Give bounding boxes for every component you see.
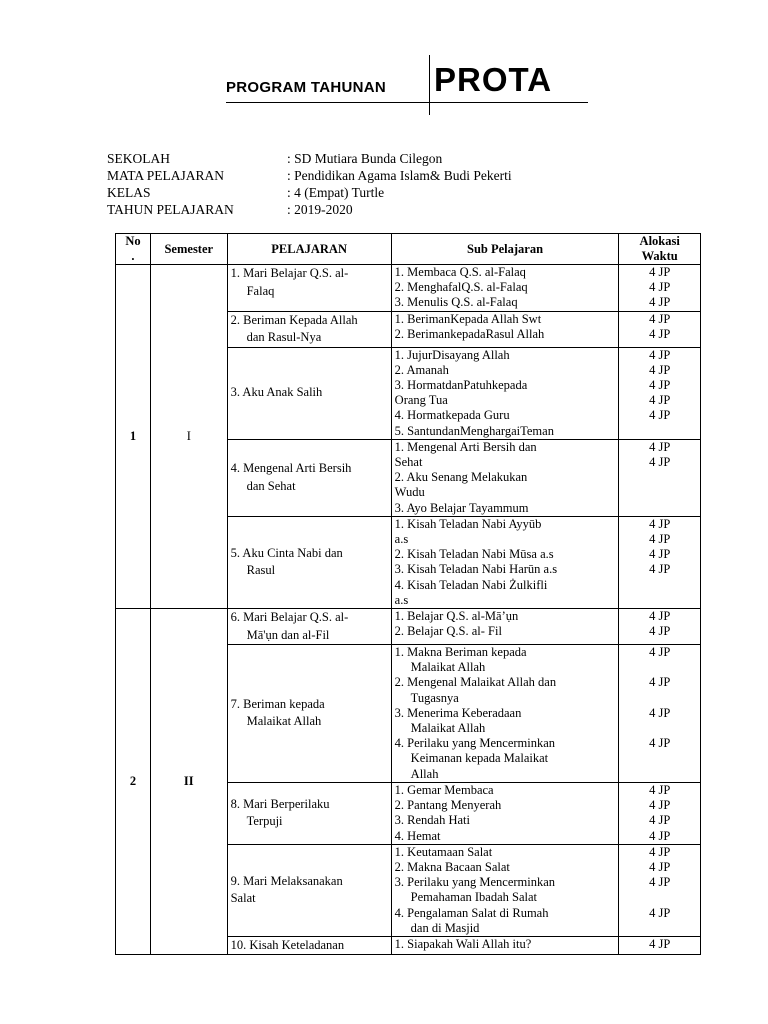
- sub-pelajaran-line: a.s: [394, 532, 409, 547]
- header-alokasi-waktu: Alokasi Waktu: [619, 234, 701, 265]
- sub-pelajaran-line: 2. Makna Bacaan Salat: [394, 859, 510, 874]
- alokasi-value: 4 JP: [649, 408, 671, 423]
- title-program-tahunan: PROGRAM TAHUNAN: [226, 79, 387, 96]
- alokasi-value: 4 JP: [649, 813, 671, 828]
- pelajaran-line: Rasul: [246, 563, 276, 578]
- header-sub-pelajaran: Sub Pelajaran: [391, 234, 619, 265]
- sub-pelajaran-line: 1. Kisah Teladan Nabi Ayyūb: [394, 516, 542, 531]
- sub-pelajaran-line: 3. Ayo Belajar Tayammum: [394, 500, 529, 515]
- cell-alokasi-waktu: [619, 311, 701, 347]
- cell-alokasi-waktu: [619, 439, 701, 516]
- cell-pelajaran: [227, 782, 391, 844]
- cell-alokasi-waktu: [619, 782, 701, 844]
- title-underline: [226, 102, 588, 103]
- cell-sub-pelajaran: [391, 311, 619, 347]
- cell-sub-pelajaran: [391, 936, 619, 955]
- sub-pelajaran-line: 1. Keutamaan Salat: [394, 844, 493, 859]
- header-pelajaran: PELAJARAN: [227, 234, 391, 265]
- sub-pelajaran-line: 4. Hemat: [394, 828, 441, 843]
- cell-alokasi-waktu: [619, 645, 701, 783]
- info-label: TAHUN PELAJARAN: [107, 202, 234, 217]
- identity-block: [107, 150, 512, 218]
- alokasi-value: 4 JP: [649, 362, 671, 377]
- cell-sub-pelajaran: [391, 609, 619, 645]
- pelajaran-line: Falaq: [246, 283, 275, 298]
- cell-sub-pelajaran: [391, 347, 619, 439]
- alokasi-value: 4 JP: [649, 311, 671, 326]
- cell-pelajaran: [227, 516, 391, 608]
- alokasi-value: 4 JP: [649, 736, 671, 751]
- cell-alokasi-waktu: [619, 844, 701, 936]
- sub-pelajaran-line: 2. Belajar Q.S. al- Fil: [394, 624, 502, 639]
- cell-pelajaran: [227, 439, 391, 516]
- alokasi-value: 4 JP: [649, 705, 671, 720]
- alokasi-value: 4 JP: [649, 439, 671, 454]
- alokasi-value: 4 JP: [649, 798, 671, 813]
- sub-pelajaran-line: 1. Siapakah Wali Allah itu?: [394, 936, 532, 951]
- alokasi-value: 4 JP: [649, 393, 671, 408]
- sub-pelajaran-line: dan di Masjid: [410, 920, 480, 935]
- table-row: [116, 265, 701, 312]
- pelajaran-line: 6. Mari Belajar Q.S. al-: [230, 610, 349, 625]
- header-no: No .: [116, 234, 151, 265]
- cell-pelajaran: [227, 936, 391, 955]
- pelajaran-line: Terpuji: [246, 814, 283, 829]
- sub-pelajaran-line: Wudu: [394, 485, 425, 500]
- cell-semester: II: [150, 609, 227, 955]
- sub-pelajaran-line: 1. Belajar Q.S. al-Mā’ụn: [394, 609, 519, 624]
- cell-alokasi-waktu: [619, 936, 701, 955]
- alokasi-value: 4 JP: [649, 265, 671, 279]
- cell-alokasi-waktu: [619, 347, 701, 439]
- pelajaran-line: 3. Aku Anak Salih: [230, 385, 323, 400]
- info-row-kelas: [107, 184, 512, 201]
- prota-table: [115, 233, 701, 955]
- cell-pelajaran: [227, 311, 391, 347]
- pelajaran-line: Salat: [230, 891, 256, 906]
- cell-sub-pelajaran: [391, 844, 619, 936]
- info-label: MATA PELAJARAN: [107, 168, 225, 183]
- info-row-sekolah: [107, 150, 512, 167]
- sub-pelajaran-line: 4. Pengalaman Salat di Rumah: [394, 905, 549, 920]
- alokasi-value: 4 JP: [649, 675, 671, 690]
- cell-pelajaran: [227, 347, 391, 439]
- alokasi-value: 4 JP: [649, 295, 671, 310]
- sub-pelajaran-line: Malaikat Allah: [410, 721, 486, 736]
- alokasi-value: [622, 660, 697, 675]
- alokasi-value: [622, 721, 697, 736]
- cell-sub-pelajaran: [391, 265, 619, 312]
- pelajaran-line: 1. Mari Belajar Q.S. al-: [230, 266, 349, 280]
- sub-pelajaran-line: 3. Kisah Teladan Nabi Harūn a.s: [394, 562, 558, 577]
- cell-pelajaran: [227, 609, 391, 645]
- sub-pelajaran-line: Allah: [410, 766, 439, 781]
- cell-pelajaran: [227, 265, 391, 312]
- cell-sub-pelajaran: [391, 439, 619, 516]
- alokasi-value: 4 JP: [649, 844, 671, 859]
- sub-pelajaran-line: 1. Gemar Membaca: [394, 782, 494, 797]
- sub-pelajaran-line: 1. JujurDisayang Allah: [394, 347, 510, 362]
- cell-alokasi-waktu: [619, 265, 701, 312]
- pelajaran-line: Mā'ụn dan al-Fil: [246, 627, 330, 642]
- sub-pelajaran-line: Malaikat Allah: [410, 660, 486, 675]
- pelajaran-line: 4. Mengenal Arti Bersih: [230, 461, 352, 476]
- sub-pelajaran-line: a.s: [394, 592, 409, 607]
- cell-sub-pelajaran: [391, 516, 619, 608]
- alokasi-value: 4 JP: [649, 562, 671, 577]
- sub-pelajaran-line: 2. Aku Senang Melakukan: [394, 470, 528, 485]
- alokasi-value: 4 JP: [649, 936, 671, 951]
- sub-pelajaran-line: 2. Amanah: [394, 362, 449, 377]
- cell-sub-pelajaran: [391, 645, 619, 783]
- alokasi-value: 4 JP: [649, 828, 671, 843]
- pelajaran-line: dan Rasul-Nya: [246, 330, 322, 345]
- alokasi-value: 4 JP: [649, 326, 671, 341]
- sub-pelajaran-line: 3. Menerima Keberadaan: [394, 705, 522, 720]
- sub-pelajaran-line: 2. BerimankepadaRasul Allah: [394, 326, 545, 341]
- document-title: [226, 55, 588, 117]
- alokasi-value: 4 JP: [649, 905, 671, 920]
- info-value: : SD Mutiara Bunda Cilegon: [287, 151, 443, 166]
- pelajaran-line: Malaikat Allah: [246, 714, 322, 729]
- alokasi-value: [622, 691, 697, 706]
- alokasi-value: 4 JP: [649, 378, 671, 393]
- pelajaran-line: 5. Aku Cinta Nabi dan: [230, 545, 343, 560]
- cell-alokasi-waktu: [619, 516, 701, 608]
- alokasi-value: 4 JP: [649, 516, 671, 531]
- pelajaran-line: 7. Beriman kepada: [230, 696, 325, 711]
- cell-sub-pelajaran: [391, 782, 619, 844]
- cell-no: 1: [116, 265, 151, 609]
- cell-no: 2: [116, 609, 151, 955]
- sub-pelajaran-line: 2. Mengenal Malaikat Allah dan: [394, 675, 557, 690]
- sub-pelajaran-line: 4. Hormatkepada Guru: [394, 408, 510, 423]
- alokasi-value: 4 JP: [649, 347, 671, 362]
- sub-pelajaran-line: 2. Pantang Menyerah: [394, 798, 502, 813]
- alokasi-value: 4 JP: [649, 782, 671, 797]
- sub-pelajaran-line: 1. Mengenal Arti Bersih dan: [394, 439, 537, 454]
- header-semester: Semester: [150, 234, 227, 265]
- title-prota: PROTA: [434, 61, 553, 98]
- table-row: [116, 609, 701, 645]
- sub-pelajaran-line: 4. Kisah Teladan Nabi Żulkifli: [394, 577, 548, 592]
- alokasi-value: [622, 890, 697, 905]
- sub-pelajaran-line: 3. Rendah Hati: [394, 813, 471, 828]
- title-divider-vertical: [429, 55, 430, 115]
- alokasi-value: 4 JP: [649, 609, 671, 624]
- sub-pelajaran-line: 3. HormatdanPatuhkepada: [394, 378, 528, 393]
- alokasi-value: 4 JP: [649, 547, 671, 562]
- sub-pelajaran-line: 2. Kisah Teladan Nabi Mūsa a.s: [394, 547, 554, 562]
- alokasi-value: 4 JP: [649, 280, 671, 295]
- alokasi-value: 4 JP: [649, 875, 671, 890]
- info-value: : 4 (Empat) Turtle: [287, 185, 385, 200]
- pelajaran-line: 9. Mari Melaksanakan: [230, 873, 343, 888]
- pelajaran-line: 8. Mari Berperilaku: [230, 796, 330, 811]
- sub-pelajaran-line: 1. BerimanKepada Allah Swt: [394, 311, 542, 326]
- pelajaran-line: dan Sehat: [246, 478, 296, 493]
- sub-pelajaran-line: 1. Makna Beriman kepada: [394, 645, 527, 660]
- info-row-mata-pelajaran: [107, 167, 512, 184]
- sub-pelajaran-line: 1. Membaca Q.S. al-Falaq: [394, 265, 526, 279]
- sub-pelajaran-line: Pemahaman Ibadah Salat: [410, 890, 538, 905]
- sub-pelajaran-line: Orang Tua: [394, 393, 448, 408]
- info-row-tahun-pelajaran: [107, 201, 512, 218]
- sub-pelajaran-line: 2. MenghafalQ.S. al-Falaq: [394, 280, 528, 295]
- alokasi-value: 4 JP: [649, 455, 671, 470]
- sub-pelajaran-line: 3. Perilaku yang Mencerminkan: [394, 875, 556, 890]
- sub-pelajaran-line: Tugasnya: [410, 690, 459, 705]
- cell-semester: I: [150, 265, 227, 609]
- info-label: KELAS: [107, 185, 151, 200]
- sub-pelajaran-line: 4. Perilaku yang Mencerminkan: [394, 736, 556, 751]
- cell-alokasi-waktu: [619, 609, 701, 645]
- pelajaran-line: 10. Kisah Keteladanan: [230, 937, 345, 952]
- sub-pelajaran-line: 5. SantundanMenghargaiTeman: [394, 423, 554, 438]
- alokasi-value: 4 JP: [649, 624, 671, 639]
- table-header-row: [116, 234, 701, 265]
- info-value: : 2019-2020: [287, 202, 353, 217]
- alokasi-value: 4 JP: [649, 645, 671, 660]
- pelajaran-line: 2. Beriman Kepada Allah: [230, 312, 358, 327]
- info-value: : Pendidikan Agama Islam& Budi Pekerti: [287, 168, 512, 183]
- alokasi-value: 4 JP: [649, 532, 671, 547]
- cell-pelajaran: [227, 844, 391, 936]
- info-label: SEKOLAH: [107, 151, 170, 166]
- alokasi-value: 4 JP: [649, 859, 671, 874]
- sub-pelajaran-line: Keimanan kepada Malaikat: [410, 751, 549, 766]
- sub-pelajaran-line: 3. Menulis Q.S. al-Falaq: [394, 295, 518, 310]
- sub-pelajaran-line: Sehat: [394, 455, 423, 470]
- cell-pelajaran: [227, 645, 391, 783]
